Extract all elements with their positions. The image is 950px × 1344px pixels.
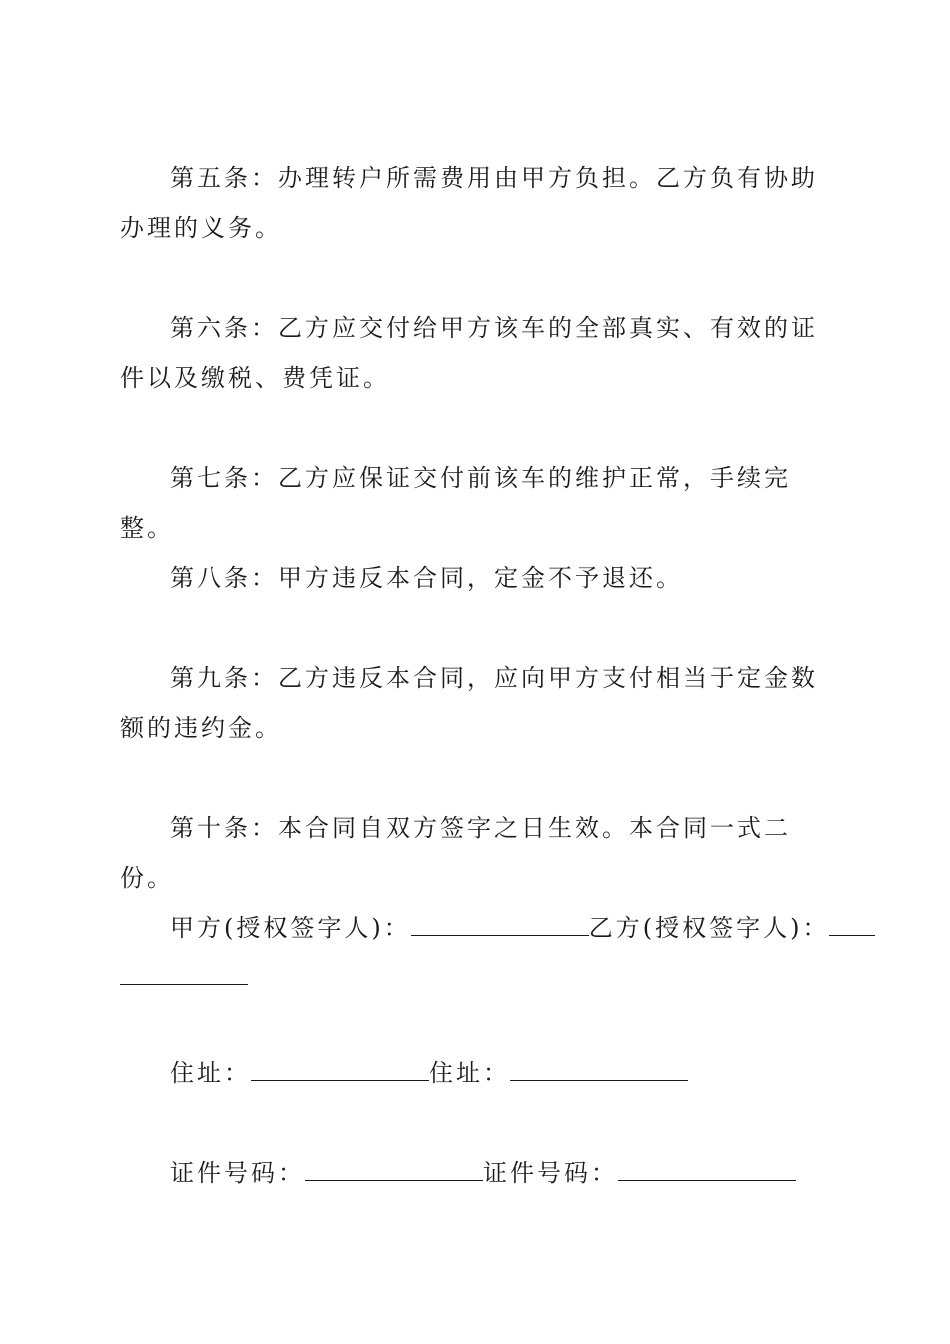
party-b-address-label: 住址： — [429, 1059, 510, 1087]
party-b-signature-label: 乙方(授权签字人)： — [588, 914, 830, 942]
article-6: 第六条：乙方应交付给甲方该车的全部真实、有效的证件以及缴税、费凭证。 — [120, 314, 818, 392]
party-a-id-label: 证件号码： — [170, 1159, 305, 1187]
party-b-id-blank[interactable] — [618, 1152, 796, 1181]
article-9: 第九条：乙方违反本合同，应向甲方支付相当于定金数额的违约金。 — [120, 664, 818, 742]
party-b-id-label: 证件号码： — [483, 1159, 618, 1187]
party-b-signature-blank[interactable] — [829, 907, 875, 936]
party-a-signature-blank[interactable] — [411, 907, 589, 936]
article-7: 第七条：乙方应保证交付前该车的维护正常，手续完整。 — [120, 464, 791, 542]
party-a-address-blank[interactable] — [251, 1052, 429, 1081]
article-5: 第五条：办理转户所需费用由甲方负担。乙方负有协助办理的义务。 — [120, 164, 818, 242]
party-a-id-blank[interactable] — [305, 1152, 483, 1181]
article-10: 第十条：本合同自双方签字之日生效。本合同一式二份。 — [120, 814, 791, 892]
party-a-address-label: 住址： — [170, 1059, 251, 1087]
signature-line — [170, 903, 875, 953]
party-b-address-blank[interactable] — [510, 1052, 688, 1081]
address-line — [170, 1048, 688, 1098]
party-b-signature-blank-continued[interactable] — [120, 956, 248, 985]
party-a-signature-label: 甲方(授权签字人)： — [170, 914, 411, 942]
article-8: 第八条：甲方违反本合同，定金不予退还。 — [170, 564, 683, 592]
id-number-line — [170, 1148, 796, 1198]
